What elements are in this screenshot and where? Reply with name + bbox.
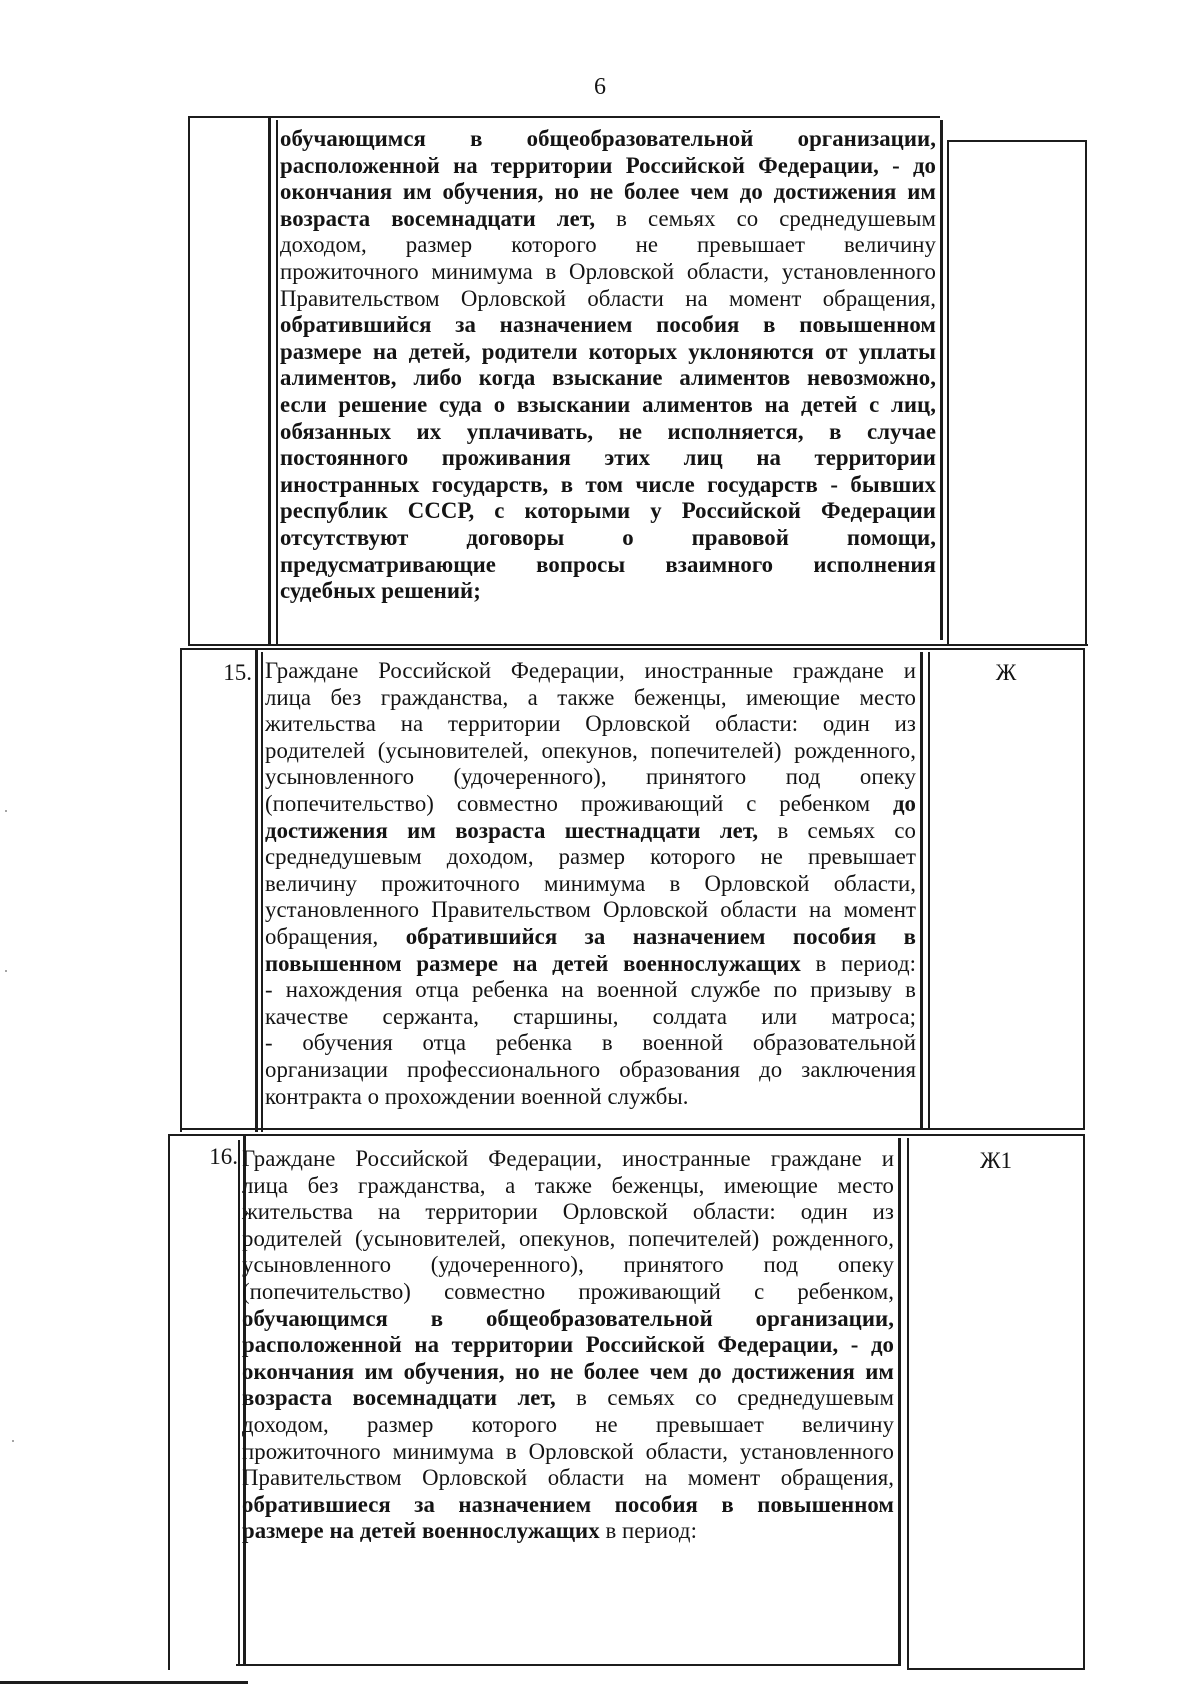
row-16-code-right-border — [1083, 1136, 1085, 1670]
plain-text: в семьях со среднедушевым — [555, 1385, 894, 1411]
bold-text: до — [892, 790, 916, 816]
bold-text: алиментов, либо когда взыскание алиментов невозможно, — [280, 365, 936, 391]
scan-speck — [12, 1440, 14, 1442]
bold-text: размере на детей, родители которых уклоняются от уплаты — [280, 338, 936, 364]
text-line — [242, 1279, 894, 1306]
row-16-bottom-border — [236, 1664, 901, 1666]
row-1-code-left-border — [947, 140, 949, 646]
footer-rule — [0, 1681, 248, 1684]
plain-text: усыновленного (удочеренного), принятого под опеку — [265, 764, 916, 790]
row-15-top-border — [180, 648, 1085, 650]
plain-text: родителей (усыновителей, опекунов, попечителей) рожденного, — [242, 1225, 894, 1251]
text-line — [280, 286, 936, 313]
plain-text: величину прожиточного минимума в Орловской области, — [265, 870, 916, 896]
plain-text: - нахождения отца ребенка на военной службе по призыву в — [265, 977, 916, 1003]
text-line — [242, 1385, 894, 1412]
row-1-text-right-border — [940, 120, 943, 640]
row-1-bottom-border — [188, 644, 1088, 646]
plain-text: контракта о прохождении военной службы. — [265, 1083, 689, 1109]
text-line — [265, 711, 916, 738]
text-line — [265, 791, 916, 818]
text-line — [242, 1332, 894, 1359]
row-15-number: 15. — [223, 660, 252, 685]
plain-text: жительства на территории Орловской области: один из — [242, 1199, 894, 1225]
row-16-code: Ж1 — [979, 1148, 1013, 1173]
plain-text: Правительством Орловской области на момент обращения, — [280, 285, 936, 311]
plain-text: установленного Правительством Орловской области на момент — [265, 897, 916, 923]
text-line — [265, 897, 916, 924]
plain-text: Правительством Орловской области на момент обращения, — [242, 1465, 894, 1491]
text-line — [242, 1146, 894, 1173]
bold-text: республик СССР, с которыми у Российской Федерации — [280, 498, 936, 524]
plain-text: в семьях со среднедушевым — [595, 205, 937, 231]
text-line — [280, 206, 936, 233]
row-15-text-right-border — [920, 652, 923, 1128]
row-16-code-bottom-border — [907, 1668, 1085, 1670]
text-line — [242, 1492, 894, 1519]
plain-text: доходом, размер которого не превышает величину — [280, 232, 936, 258]
plain-text: среднедушевым доходом, размер которого не превышает — [265, 844, 916, 870]
text-line — [242, 1518, 894, 1545]
bold-text: окончания им обучения, но не более чем до достижения им — [280, 179, 936, 205]
plain-text: (попечительство) совместно проживающий с ребенком, — [242, 1278, 894, 1304]
bold-text: предусматривающие вопросы взаимного исполнения — [280, 551, 936, 577]
row-16-top-border — [168, 1134, 1085, 1136]
plain-text: жительства на территории Орловской области: один из — [265, 711, 916, 737]
text-line — [280, 153, 936, 180]
plain-text: усыновленного (удочеренного), принятого под опеку — [242, 1252, 894, 1278]
plain-text: в период: — [800, 950, 916, 976]
plain-text: обращения, — [265, 923, 406, 949]
bold-text: иностранных государств, в том числе государств - бывших — [280, 471, 936, 497]
bold-text: обратившийся за назначением пособия в повышенном — [280, 312, 936, 338]
plain-text: в период: — [599, 1518, 697, 1544]
row-16-number: 16. — [209, 1144, 238, 1169]
bold-text: расположенной на территории Российской Федерации, - до — [242, 1332, 894, 1358]
text-line — [265, 951, 916, 978]
text-line — [280, 126, 936, 153]
plain-text: Граждане Российской Федерации, иностранные граждане и — [265, 658, 916, 683]
row-15-text-left-border-inner — [261, 652, 263, 1132]
text-line — [265, 818, 916, 845]
text-line — [242, 1306, 894, 1333]
text-line — [242, 1226, 894, 1253]
text-line — [265, 1084, 916, 1111]
text-line — [280, 312, 936, 339]
plain-text: доходом, размер которого не превышает величину — [242, 1411, 894, 1437]
row-15-code-right-border — [1083, 650, 1085, 1128]
bold-text: повышенном размере на детей военнослужащих — [265, 950, 801, 976]
plain-text: - обучения отца ребенка в военной образовательной — [265, 1030, 916, 1056]
bold-text: если решение суда о взыскании алиментов на детей с лиц, — [280, 391, 936, 417]
row-1-text-left-border-inner — [276, 120, 278, 644]
text-line — [265, 844, 916, 871]
text-line — [280, 365, 936, 392]
bold-text: постоянного проживания этих лиц на территории — [280, 445, 936, 471]
text-line — [265, 924, 916, 951]
plain-text: (попечительство) совместно проживающий с ребенком — [265, 790, 893, 816]
text-line — [280, 525, 936, 552]
bold-text: обратившиеся за назначением пособия в повышенном — [242, 1491, 894, 1517]
row-16-code-left-border — [907, 1138, 909, 1668]
row-15-left-border — [180, 648, 182, 1132]
bold-text: расположенной на территории Российской Федерации, - до — [280, 152, 936, 178]
text-line — [242, 1465, 894, 1492]
page-number: 6 — [594, 74, 606, 100]
text-line — [242, 1439, 894, 1466]
row-1-description — [280, 126, 936, 605]
text-line — [280, 392, 936, 419]
text-line — [280, 552, 936, 579]
plain-text: качестве сержанта, старшины, солдата или матроса; — [265, 1003, 916, 1029]
plain-text: организации профессионального образования до заключения — [265, 1056, 916, 1082]
text-line — [242, 1412, 894, 1439]
row-15-code: Ж — [995, 660, 1017, 685]
row-15-description — [265, 658, 916, 1110]
row-1-code-right-border — [1085, 140, 1087, 644]
bold-text: судебных решений; — [280, 578, 481, 604]
text-line — [265, 871, 916, 898]
bold-text: размере на детей военнослужащих — [242, 1518, 600, 1544]
row-1-top-border — [188, 116, 940, 118]
text-line — [280, 472, 936, 499]
text-line — [265, 1004, 916, 1031]
scan-speck — [5, 810, 7, 812]
text-line — [265, 764, 916, 791]
scan-speck — [5, 970, 7, 972]
text-line — [265, 685, 916, 712]
text-line — [265, 1030, 916, 1057]
text-line — [242, 1359, 894, 1386]
row-1-left-border — [188, 116, 190, 646]
text-line — [265, 1057, 916, 1084]
plain-text: родителей (усыновителей, опекунов, попечителей) рожденного, — [265, 737, 916, 763]
row-15-bottom-border — [180, 1128, 1085, 1130]
plain-text: прожиточного минимума в Орловской области, установленного — [280, 258, 936, 284]
bold-text: отсутствуют договоры о правовой помощи, — [280, 524, 936, 550]
bold-text: обучающимся в общеобразовательной организации, — [242, 1305, 894, 1331]
text-line — [280, 498, 936, 525]
plain-text: прожиточного минимума в Орловской области, установленного — [242, 1438, 894, 1464]
row-16-left-border — [168, 1134, 170, 1670]
text-line — [265, 658, 916, 685]
text-line — [280, 259, 936, 286]
text-line — [242, 1199, 894, 1226]
row-16-text-left-border-inner — [238, 1140, 240, 1666]
row-1-text-left-border — [268, 116, 271, 646]
row-16-text-right-border — [898, 1138, 901, 1666]
bold-text: обязанных их уплачивать, не исполняется, в случае — [280, 418, 936, 444]
bold-text: достижения им возраста шестнадцати лет, — [265, 817, 759, 843]
row-15-text-left-border — [255, 648, 258, 1132]
plain-text: в семьях со — [758, 817, 917, 843]
bold-text: обратившийся за назначением пособия в — [405, 923, 916, 949]
text-line — [280, 578, 936, 605]
bold-text: возраста восемнадцати лет, — [242, 1385, 556, 1411]
bold-text: обучающимся в общеобразовательной организации, — [280, 126, 936, 151]
row-16-description — [242, 1146, 894, 1545]
plain-text: лица без гражданства, а также беженцы, имеющие место — [242, 1172, 894, 1198]
plain-text: лица без гражданства, а также беженцы, имеющие место — [265, 684, 916, 710]
plain-text: Граждане Российской Федерации, иностранные граждане и — [242, 1146, 894, 1171]
text-line — [280, 445, 936, 472]
text-line — [242, 1173, 894, 1200]
text-line — [280, 419, 936, 446]
bold-text: возраста восемнадцати лет, — [280, 205, 596, 231]
bold-text: окончания им обучения, но не более чем до достижения им — [242, 1358, 894, 1384]
row-15-code-left-border — [928, 652, 930, 1128]
text-line — [280, 339, 936, 366]
row-1-code-top-border — [947, 140, 1087, 142]
text-line — [265, 738, 916, 765]
text-line — [242, 1252, 894, 1279]
text-line — [280, 179, 936, 206]
text-line — [280, 232, 936, 259]
text-line — [265, 977, 916, 1004]
